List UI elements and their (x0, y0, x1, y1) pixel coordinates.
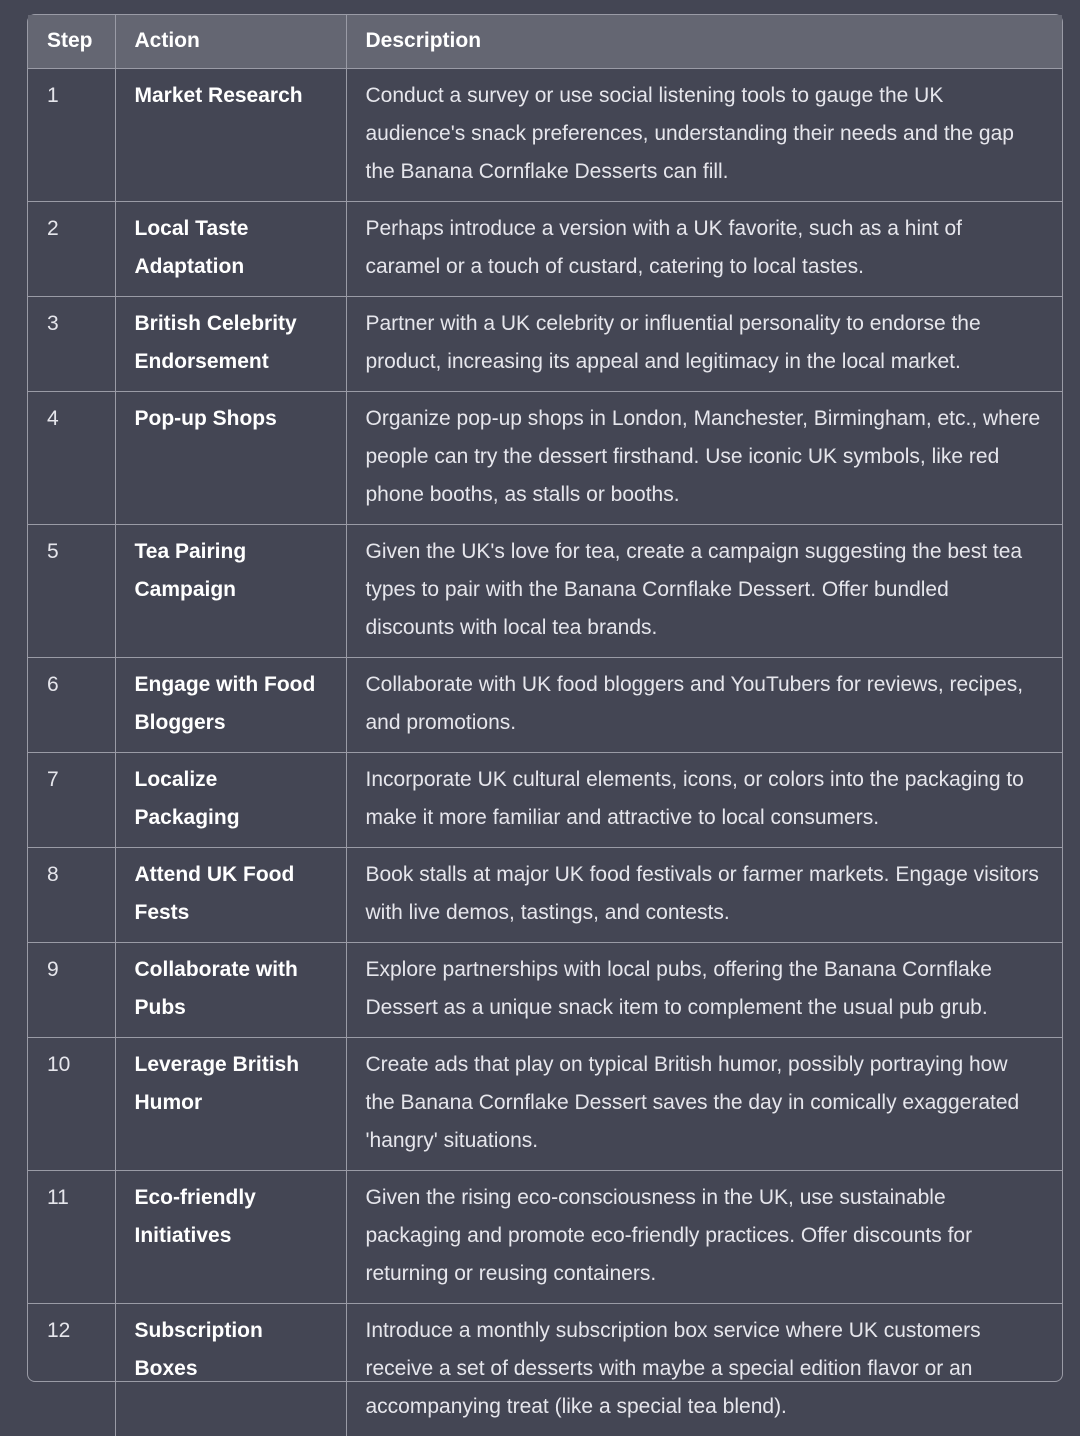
description-cell: Given the rising eco-consciousness in the UK, use sustainable packaging and promote eco-friendly practices. Offer discounts for returning or reusing containers. (346, 1170, 1062, 1303)
step-cell: 1 (28, 68, 115, 201)
step-cell: 8 (28, 847, 115, 942)
table-row (28, 68, 1062, 201)
table-row (28, 391, 1062, 524)
table-header (28, 15, 1062, 68)
action-cell: Leverage British Humor (115, 1037, 346, 1170)
step-cell: 10 (28, 1037, 115, 1170)
step-cell: 5 (28, 524, 115, 657)
action-cell: Tea Pairing Campaign (115, 524, 346, 657)
step-cell: 4 (28, 391, 115, 524)
description-cell: Given the UK's love for tea, create a campaign suggesting the best tea types to pair with the Banana Cornflake Dessert. Offer bundled discounts with local tea brands. (346, 524, 1062, 657)
header-action: Action (115, 15, 346, 68)
step-cell: 9 (28, 942, 115, 1037)
action-cell: Pop-up Shops (115, 391, 346, 524)
step-cell: 12 (28, 1303, 115, 1436)
table-row (28, 201, 1062, 296)
description-cell: Perhaps introduce a version with a UK favorite, such as a hint of caramel or a touch of custard, catering to local tastes. (346, 201, 1062, 296)
step-cell: 6 (28, 657, 115, 752)
table-row (28, 1170, 1062, 1303)
header-description: Description (346, 15, 1062, 68)
action-cell: Eco-friendly Initiatives (115, 1170, 346, 1303)
table-row (28, 847, 1062, 942)
table-row (28, 1037, 1062, 1170)
description-cell: Collaborate with UK food bloggers and YouTubers for reviews, recipes, and promotions. (346, 657, 1062, 752)
description-cell: Book stalls at major UK food festivals or farmer markets. Engage visitors with live demos, tastings, and contests. (346, 847, 1062, 942)
action-cell: Attend UK Food Fests (115, 847, 346, 942)
table-row (28, 1303, 1062, 1436)
strategy-table (27, 14, 1063, 1418)
description-cell: Introduce a monthly subscription box service where UK customers receive a set of desserts with maybe a special edition flavor or an accompanying treat (like a special tea blend). (365, 1318, 981, 1418)
step-cell: 3 (28, 296, 115, 391)
strategy-table-grid (28, 15, 1062, 1436)
header-row (28, 15, 1062, 68)
description-cell: Partner with a UK celebrity or influential personality to endorse the product, increasing its appeal and legitimacy in the local market. (346, 296, 1062, 391)
action-cell: Subscription Boxes (115, 1303, 346, 1436)
table-row (28, 524, 1062, 657)
action-cell: British Celebrity Endorsement (115, 296, 346, 391)
table-body (28, 68, 1062, 1436)
table-row (28, 942, 1062, 1037)
description-cell: Create ads that play on typical British humor, possibly portraying how the Banana Cornflake Dessert saves the day in comically exaggerated 'hangry' situations. (346, 1037, 1062, 1170)
action-cell: Collaborate with Pubs (115, 942, 346, 1037)
step-cell: 11 (28, 1170, 115, 1303)
action-cell: Market Research (115, 68, 346, 201)
description-cell: Organize pop-up shops in London, Manchester, Birmingham, etc., where people can try the dessert firsthand. Use iconic UK symbols, like red phone booths, as stalls or booths. (346, 391, 1062, 524)
table-row (28, 296, 1062, 391)
table-row (28, 657, 1062, 752)
step-cell: 2 (28, 201, 115, 296)
action-cell: Local Taste Adaptation (115, 201, 346, 296)
action-cell: Localize Packaging (115, 752, 346, 847)
table-row (28, 752, 1062, 847)
description-cell: Incorporate UK cultural elements, icons, or colors into the packaging to make it more familiar and attractive to local consumers. (346, 752, 1062, 847)
description-cell: Conduct a survey or use social listening tools to gauge the UK audience's snack preferences, understanding their needs and the gap the Banana Cornflake Desserts can fill. (346, 68, 1062, 201)
action-cell: Engage with Food Bloggers (115, 657, 346, 752)
description-cell: Explore partnerships with local pubs, offering the Banana Cornflake Dessert as a unique snack item to complement the usual pub grub. (346, 942, 1062, 1037)
header-step: Step (28, 15, 115, 68)
step-cell: 7 (28, 752, 115, 847)
